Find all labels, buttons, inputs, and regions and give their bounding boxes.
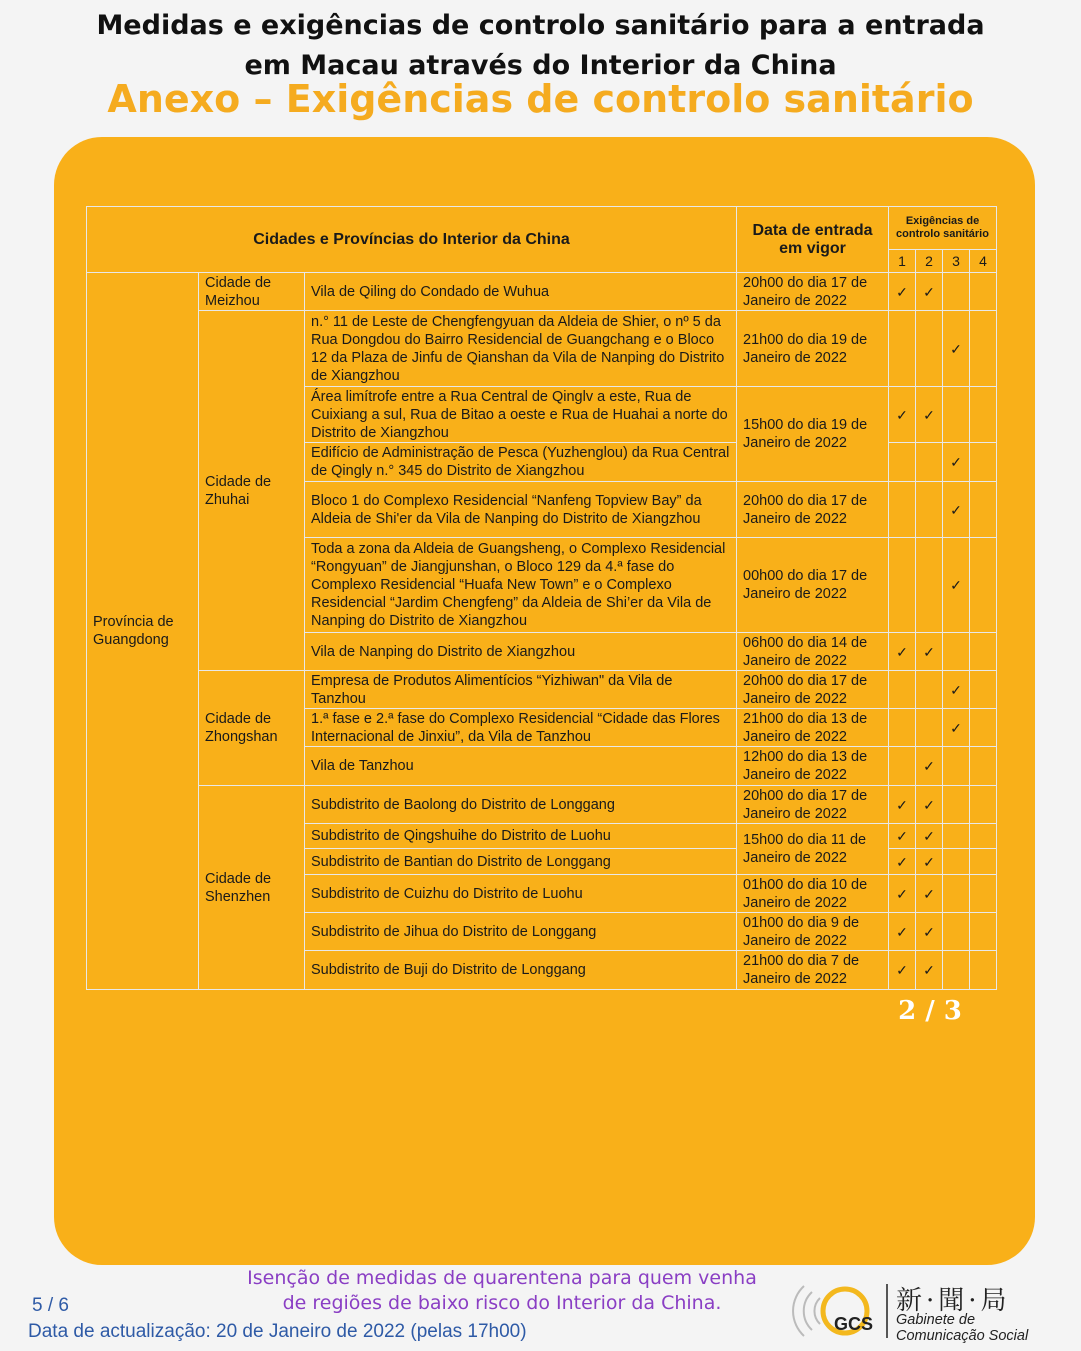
requirement-2-cell	[916, 709, 943, 747]
check-icon: ✓	[923, 828, 935, 844]
check-icon: ✓	[950, 501, 962, 518]
city-cell: Cidade de Zhuhai	[199, 311, 305, 671]
requirement-2-cell	[916, 786, 943, 824]
table-row	[87, 311, 997, 387]
requirement-3-cell	[943, 633, 970, 671]
requirement-1-cell	[889, 387, 916, 443]
logo-pt-line-1: Gabinete de	[896, 1312, 976, 1328]
gcs-logo	[790, 1274, 1070, 1346]
requirement-1-cell	[889, 482, 916, 538]
requirement-2-cell	[916, 273, 943, 311]
requirement-1-cell	[889, 671, 916, 709]
exemption-line-1: Isenção de medidas de quarentena para quem venha	[247, 1267, 757, 1289]
date-cell: 01h00 do dia 10 de Janeiro de 2022	[737, 875, 889, 913]
requirement-3-cell	[943, 786, 970, 824]
check-icon: ✓	[950, 681, 962, 698]
requirement-2-cell	[916, 849, 943, 875]
area-cell: Subdistrito de Cuizhu do Distrito de Luohu	[305, 875, 737, 913]
check-icon: ✓	[896, 283, 908, 300]
area-cell: Edifício de Administração de Pesca (Yuzhenglou) da Rua Central de Qingly n.° 345 do Distrito de Xiangzhou	[305, 443, 737, 482]
area-cell: Subdistrito de Jihua do Distrito de Longgang	[305, 913, 737, 951]
date-cell: 20h00 do dia 17 de Janeiro de 2022	[737, 482, 889, 538]
requirement-1-cell	[889, 786, 916, 824]
logo-chinese-text: 新·聞·局	[896, 1286, 1011, 1316]
requirement-1-cell	[889, 709, 916, 747]
requirement-4-cell	[970, 671, 997, 709]
requirement-2-cell	[916, 671, 943, 709]
area-cell: Subdistrito de Baolong do Distrito de Longgang	[305, 786, 737, 824]
area-cell: Vila de Qiling do Condado de Wuhua	[305, 273, 737, 311]
check-icon: ✓	[923, 643, 935, 660]
date-cell: 21h00 do dia 19 de Janeiro de 2022	[737, 311, 889, 387]
requirement-2-cell	[916, 538, 943, 633]
requirement-1-cell	[889, 747, 916, 786]
gcs-logo-icon	[790, 1274, 890, 1346]
header-requirements: Exigências de controlo sanitário	[889, 207, 997, 250]
requirement-1-cell	[889, 913, 916, 951]
requirement-4-cell	[970, 482, 997, 538]
annex-title: Anexo – Exigências de controlo sanitário	[107, 77, 974, 121]
requirement-4-cell	[970, 849, 997, 875]
requirement-2-cell	[916, 387, 943, 443]
requirement-4-cell	[970, 633, 997, 671]
requirement-1-cell	[889, 824, 916, 849]
requirement-4-cell	[970, 875, 997, 913]
requirement-1-cell	[889, 951, 916, 990]
header-date: Data de entrada em vigor	[737, 207, 889, 273]
date-cell: 20h00 do dia 17 de Janeiro de 2022	[737, 786, 889, 824]
requirement-3-cell	[943, 273, 970, 311]
requirement-3-cell	[943, 951, 970, 990]
check-icon: ✓	[923, 962, 935, 978]
requirement-3-cell	[943, 913, 970, 951]
table-row	[87, 273, 997, 311]
check-icon: ✓	[923, 283, 935, 300]
requirement-3-cell	[943, 709, 970, 747]
city-cell: Cidade de Zhongshan	[199, 671, 305, 786]
check-icon: ✓	[896, 796, 908, 813]
date-cell: 01h00 do dia 9 de Janeiro de 2022	[737, 913, 889, 951]
check-icon: ✓	[923, 885, 935, 902]
check-icon: ✓	[923, 406, 935, 423]
requirement-1-cell	[889, 273, 916, 311]
requirement-3-cell	[943, 482, 970, 538]
requirement-3-cell	[943, 824, 970, 849]
check-icon: ✓	[950, 454, 962, 470]
date-cell: 15h00 do dia 11 de Janeiro de 2022	[737, 824, 889, 875]
logo-mark-text: GCS	[834, 1314, 874, 1334]
area-cell: Subdistrito de Buji do Distrito de Longgang	[305, 951, 737, 990]
requirement-2-cell	[916, 875, 943, 913]
check-icon: ✓	[950, 340, 962, 357]
requirement-2-cell	[916, 747, 943, 786]
requirement-4-cell	[970, 913, 997, 951]
date-cell: 00h00 do dia 17 de Janeiro de 2022	[737, 538, 889, 633]
requirements-table	[86, 206, 997, 990]
area-cell: Subdistrito de Qingshuihe do Distrito de Luohu	[305, 824, 737, 849]
check-icon: ✓	[896, 828, 908, 844]
area-cell: Vila de Nanping do Distrito de Xiangzhou	[305, 633, 737, 671]
table-row	[87, 786, 997, 824]
date-cell: 21h00 do dia 7 de Janeiro de 2022	[737, 951, 889, 990]
logo-pt-line-2: Comunicação Social	[896, 1328, 1029, 1344]
requirement-4-cell	[970, 273, 997, 311]
requirement-4-cell	[970, 443, 997, 482]
date-cell: 20h00 do dia 17 de Janeiro de 2022	[737, 671, 889, 709]
table-pager: 2 / 3	[898, 996, 962, 1026]
exemption-note	[200, 1266, 804, 1316]
date-cell: 12h00 do dia 13 de Janeiro de 2022	[737, 747, 889, 786]
requirement-3-cell	[943, 443, 970, 482]
area-cell: Vila de Tanzhou	[305, 747, 737, 786]
province-cell: Província de Guangdong	[87, 273, 199, 990]
requirement-4-cell	[970, 709, 997, 747]
area-cell: Bloco 1 do Complexo Residencial “Nanfeng Topview Bay” da Aldeia de Shi'er da Vila de Nanping do Distrito de Xiangzhou	[305, 482, 737, 538]
check-icon: ✓	[896, 406, 908, 423]
requirement-3-cell	[943, 538, 970, 633]
requirement-1-cell	[889, 875, 916, 913]
check-icon: ✓	[923, 758, 935, 774]
requirement-3-cell	[943, 849, 970, 875]
requirement-3-cell	[943, 311, 970, 387]
exemption-line-2: de regiões de baixo risco do Interior da China.	[282, 1292, 722, 1314]
check-icon: ✓	[923, 796, 935, 813]
area-cell: Área limítrofe entre a Rua Central de Qinglv a este, Rua de Cuixiang a sul, Rua de Bitao a oeste e Rua de Huahai a norte do Distrito de Xiangzhou	[305, 387, 737, 443]
title-line-1: Medidas e exigências de controlo sanitário para a entrada	[96, 10, 985, 41]
requirement-2-cell	[916, 913, 943, 951]
check-icon: ✓	[923, 923, 935, 940]
requirement-4-cell	[970, 311, 997, 387]
table-body	[87, 273, 997, 990]
requirement-2-cell	[916, 633, 943, 671]
date-cell: 15h00 do dia 19 de Janeiro de 2022	[737, 387, 889, 482]
city-cell: Cidade de Shenzhen	[199, 786, 305, 990]
check-icon: ✓	[896, 885, 908, 902]
check-icon: ✓	[950, 577, 962, 593]
check-icon: ✓	[923, 853, 935, 870]
requirement-2-cell	[916, 443, 943, 482]
table-row	[87, 671, 997, 709]
area-cell: 1.ª fase e 2.ª fase do Complexo Residencial “Cidade das Flores Internacional de Jinxiu”, da Vila de Tanzhou	[305, 709, 737, 747]
logo-portuguese-text	[896, 1312, 1028, 1344]
city-cell: Cidade de Meizhou	[199, 273, 305, 311]
requirement-1-cell	[889, 538, 916, 633]
requirement-4-cell	[970, 951, 997, 990]
requirement-1-cell	[889, 633, 916, 671]
header-req-1: 1	[889, 250, 916, 273]
requirement-3-cell	[943, 747, 970, 786]
requirement-4-cell	[970, 786, 997, 824]
requirement-2-cell	[916, 951, 943, 990]
check-icon: ✓	[896, 923, 908, 940]
requirement-2-cell	[916, 824, 943, 849]
requirement-4-cell	[970, 387, 997, 443]
update-date: Data de actualização: 20 de Janeiro de 2022 (pelas 17h00)	[28, 1321, 527, 1342]
requirement-2-cell	[916, 482, 943, 538]
check-icon: ✓	[896, 643, 908, 660]
requirement-3-cell	[943, 671, 970, 709]
requirement-4-cell	[970, 824, 997, 849]
header-req-3: 3	[943, 250, 970, 273]
requirement-3-cell	[943, 387, 970, 443]
check-icon: ✓	[896, 853, 908, 870]
page-title	[0, 6, 1081, 86]
requirement-4-cell	[970, 747, 997, 786]
area-cell: n.° 11 de Leste de Chengfengyuan da Aldeia de Shier, o nº 5 da Rua Dongdou do Bairro Residencial de Guangchang e o Bloco 12 da Plaza de Jinfu de Qianshan da Vila de Nanping do Distrito de Xiangzhou	[305, 311, 737, 387]
requirement-2-cell	[916, 311, 943, 387]
header-req-4: 4	[970, 250, 997, 273]
area-cell: Empresa de Produtos Alimentícios “Yizhiwan" da Vila de Tanzhou	[305, 671, 737, 709]
requirement-1-cell	[889, 849, 916, 875]
area-cell: Toda a zona da Aldeia de Guangsheng, o Complexo Residencial “Rongyuan” de Jiangjunshan, o Bloco 129 da 4.ª fase do Complexo Residencial “Huafa New Town” e o Complexo Residencial “Jardim Chengfeng” da Aldeia de Shi’er da Vila de Nanping do Distrito de Xiangzhou	[305, 538, 737, 633]
requirement-3-cell	[943, 875, 970, 913]
date-cell: 06h00 do dia 14 de Janeiro de 2022	[737, 633, 889, 671]
date-cell: 21h00 do dia 13 de Janeiro de 2022	[737, 709, 889, 747]
check-icon: ✓	[896, 962, 908, 978]
area-cell: Subdistrito de Bantian do Distrito de Longgang	[305, 849, 737, 875]
requirement-1-cell	[889, 311, 916, 387]
header-cities: Cidades e Províncias do Interior da China	[87, 207, 737, 273]
title-line-2: em Macau através do Interior da China	[244, 50, 837, 81]
header-req-2: 2	[916, 250, 943, 273]
check-icon: ✓	[950, 719, 962, 736]
page-number: 5 / 6	[32, 1295, 69, 1316]
requirement-4-cell	[970, 538, 997, 633]
date-cell: 20h00 do dia 17 de Janeiro de 2022	[737, 273, 889, 311]
requirement-1-cell	[889, 443, 916, 482]
